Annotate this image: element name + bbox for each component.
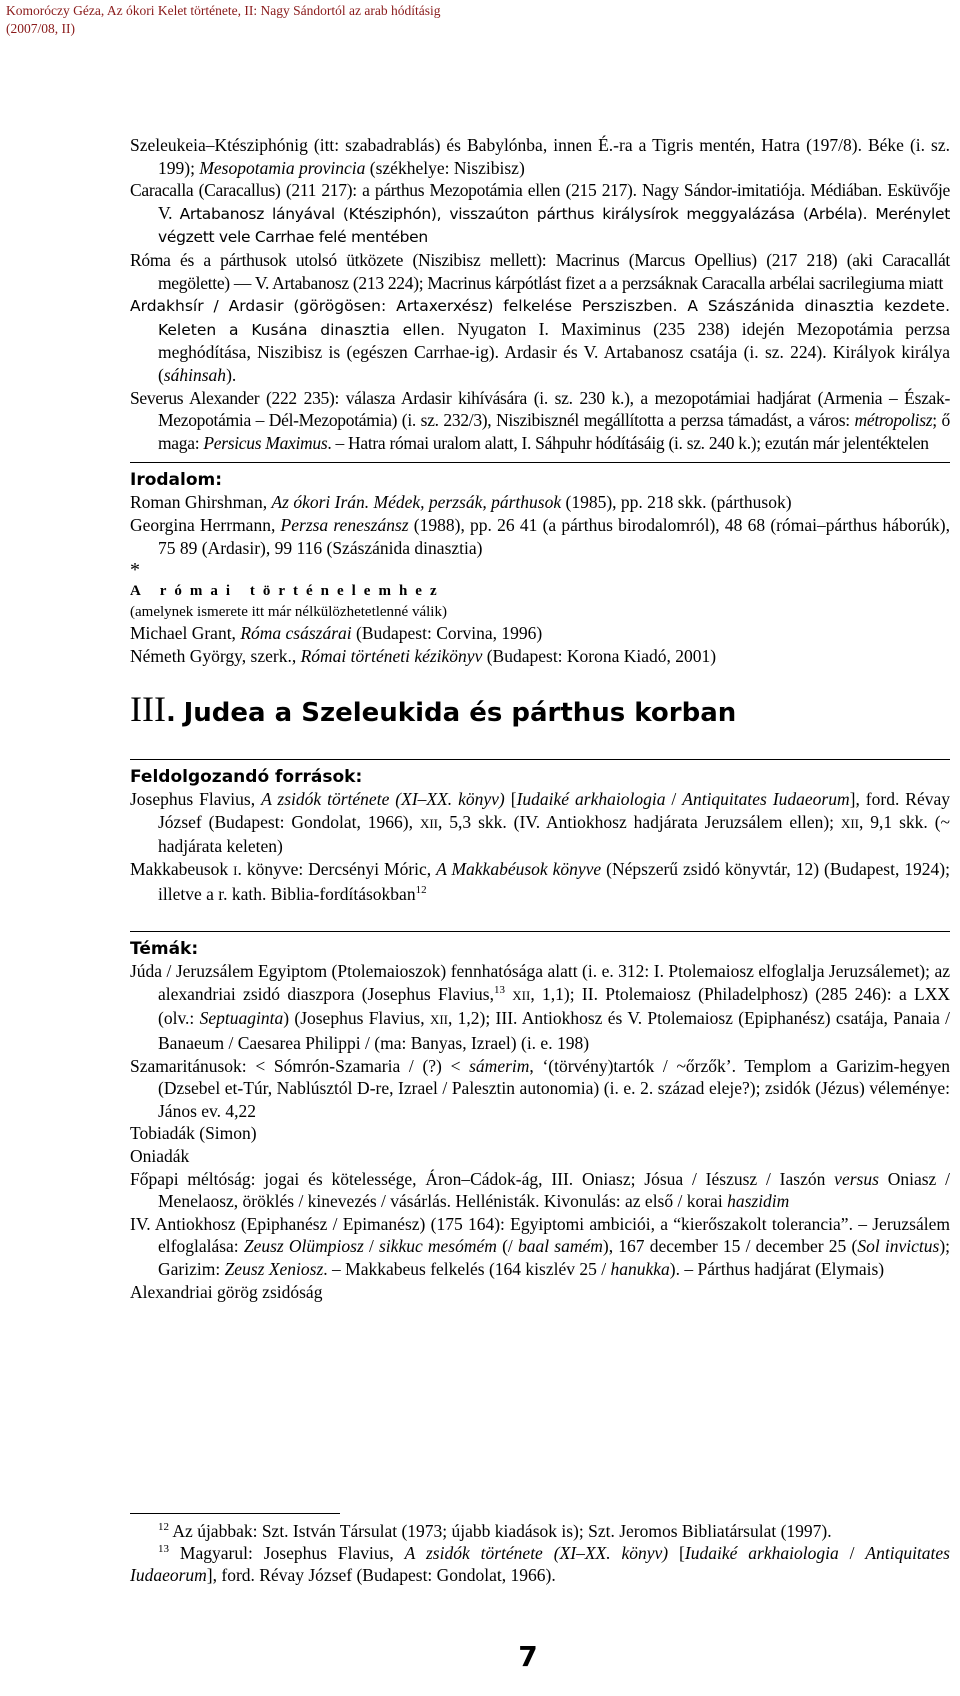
footnote-number: 12 [158, 1521, 169, 1534]
text-italic: Antiquitates Iudaeorum [130, 1543, 950, 1585]
text-italic: sáhinsah [163, 364, 227, 385]
running-head-line1: Komoróczy Géza, Az ókori Kelet története, II: Nagy Sándortól az arab hódításig [6, 3, 441, 18]
text: / [665, 789, 683, 810]
text: / [838, 1543, 866, 1563]
text: , 1,2); III. Antiokhosz és V. Ptolemaiosz (Epiphanész) csatája, Panaia / Banaeum / Caesarea Philippi / (ma: Banyas, Izrael) (i. e. 198) [158, 1008, 951, 1054]
text: Oniasz / Menelaosz, öröklés / kinevezés / vásárlás. Hellénisták. Kivonulás: az első / korai [158, 1168, 950, 1212]
topic-fopapi [130, 1168, 950, 1213]
text: . – Makkabeus felkelés (164 kiszlév 25 / [323, 1258, 611, 1279]
ref-nemeth [130, 645, 950, 668]
text: (1988), pp. 26 41 (a párthus birodalomról), 48 68 (római–párthus háborúk), 75 89 (Ardasir), 99 116 (Szászánida dinasztia) [158, 514, 950, 558]
text-italic: A Makkabéusok könyve [436, 859, 602, 880]
irodalom-heading: Irodalom: [130, 462, 950, 491]
text-italic: sámerim [469, 1055, 530, 1076]
text-italic: Róma császárai [240, 623, 352, 644]
temak-heading: Témák: [130, 931, 950, 960]
text: Szamaritánusok: < Sómrón-Szamaria / (?) < [130, 1055, 470, 1076]
text: (székhelye: Niszibisz) [365, 157, 525, 178]
text-smallcaps: XII [512, 987, 531, 1003]
footnote-ref-12[interactable]: 12 [415, 883, 427, 896]
text-italic: sikkuc mesómém [379, 1236, 497, 1257]
text: / [363, 1236, 379, 1257]
text-sans: Ardakhsír / Ardasir (görögösen: Artaxerxész) felkelése Persziszben. A Szászánida dinasztia kezdete. Keleten a Kusána dinasztia ellen. [130, 297, 950, 339]
text-sans: Artabanosz lányával (Ktésziphón), visszaúton párthus királysírok meggyalázása (Arbéla). Merénylet végzett vele Carrhae felé mentében [158, 204, 951, 247]
paragraph-ardakhsir [130, 294, 950, 386]
text: Makkabeusok [130, 859, 234, 880]
paragraph-roma-parthusok [130, 249, 950, 294]
text: Nyugaton I. Maximinus (235 238) idején Mezopotámia perzsa meghódítása, Niszibisz is (egészen Carrhae-ig). Ardasir és V. Artabanosz csatája (i. sz. 224). Királyok királya ( [158, 318, 950, 385]
text: IV. Antiokhosz (Epiphanész / Epimanész) (175 164): Egyiptomi ambiciói, a “kierőszakolt tolerancia”. – Jeruzsálem elfoglalása: [130, 1213, 950, 1257]
chapter-dot: . [165, 698, 176, 729]
text-italic: Iudaiké arkhaiologia [516, 789, 666, 810]
chapter-number: III [130, 689, 166, 730]
topic-tobiadak: Tobiadák (Simon) [130, 1123, 257, 1144]
ref-grant [130, 622, 950, 645]
text: Németh György, szerk., [130, 645, 301, 666]
text: Szeleukeia–Ktésziphónig (itt: szabadrablás) és Babylónba, innen É.-ra a Tigris mentén, Hatra (197/8). Béke (i. sz. 199); [130, 135, 950, 178]
text-italic: Persicus Maximus [203, 432, 328, 453]
text: (Népszerű zsidó könyvtár, 12) (Budapest, 1924); illetve a r. kath. Biblia-fordításokban [158, 859, 950, 904]
text-smallcaps: I [233, 863, 238, 879]
text-italic: Római történeti kézikönyv [300, 645, 483, 666]
text-italic: Perzsa reneszánsz [280, 514, 409, 535]
text-smallcaps: XII [840, 815, 860, 831]
text: ], ford. Révay József (Budapest: Gondolat, 1966). [206, 1565, 556, 1585]
footnote-rule [130, 1513, 340, 1514]
text: [ [668, 1543, 685, 1563]
text: , 1,1); II. Ptolemaiosz (Philadelphosz) (285 246): a LXX (olv.: [158, 983, 950, 1029]
page-number: 7 [518, 1640, 538, 1673]
text-italic: hanukka [610, 1258, 670, 1279]
separator-star: * [130, 559, 140, 582]
text-italic: A zsidók története (XI–XX. könyv) [261, 789, 505, 810]
text: ); Garizim: [158, 1236, 951, 1279]
footnote-ref-13[interactable]: 13 [493, 984, 505, 997]
text: Róma és a párthusok utolsó ütközete (Niszibisz mellett): Macrinus (Marcus Opellius) (217 218) (aki Caracallát megölette) — V. [130, 249, 950, 293]
text: ; ő maga: [158, 410, 950, 453]
topic-juda [130, 960, 950, 1054]
running-head [6, 2, 440, 38]
footnote-13 [130, 1542, 950, 1586]
text-smallcaps: XII [419, 815, 438, 831]
text: Roman Ghirshman, [130, 492, 272, 513]
footnote-number: 13 [158, 1543, 169, 1556]
text: ). – Párthus hadjárat (Elymais) [669, 1258, 885, 1279]
text-italic: Sol invictus [857, 1236, 940, 1257]
text: Michael Grant, [130, 623, 241, 644]
text: ) (Josephus Flavius, [283, 1008, 430, 1029]
text: Főpapi méltóság: jogai és kötelessége, Áron–Cádok-ág, III. Oniasz; Jósua / Iészusz / Iaszón [130, 1168, 835, 1189]
text-italic: baal samém [517, 1236, 603, 1257]
paragraph-szeleukeia [130, 134, 950, 179]
text: . könyve: Dercsényi Móric, [237, 859, 437, 880]
topic-szamaritanusok [130, 1055, 950, 1123]
text-italic: Mesopotamia provincia [199, 157, 366, 178]
text-italic: Antiquitates Iudaeorum [682, 789, 850, 810]
text: (1985), pp. 218 skk. (párthusok) [561, 492, 792, 513]
text-italic: versus [834, 1168, 879, 1189]
text: Az újabbak: Szt. István Társulat (1973; újabb kiadások is); Szt. Jeromos Bibliatársulat (1997). [169, 1521, 832, 1541]
source-josephus [130, 788, 950, 858]
ref-ghirshman [130, 491, 950, 514]
spaced-subheading: A római történelemhez [130, 583, 445, 600]
text-italic: Zeusz Xeniosz [224, 1258, 324, 1279]
topic-oniadak: Oniadák [130, 1146, 190, 1166]
text-italic: Iudaiké arkhaiologia [684, 1543, 839, 1563]
text-italic: Az ókori Irán. Médek, perzsák, párthusok [271, 492, 562, 513]
page-body [130, 134, 950, 1303]
chapter-title-text: Judea a Szeleukida és párthus korban [183, 698, 737, 729]
chapter-title [130, 689, 950, 733]
footnotes [130, 1513, 950, 1586]
text: . – Hatra római uralom alatt, I. Sáhpuhr hódításáig (i. sz. 240 k.); ezután már jelentéktelen [327, 432, 929, 453]
text-smallcaps: XII [429, 1012, 448, 1028]
text: (Budapest: Korona Kiadó, 2001) [482, 645, 717, 666]
text: Júda / Jeruzsálem Egyiptom (Ptolemaioszok) fennhatósága alatt (i. e. 312: I. Ptolemaiosz elfoglalja Jeruzsálemet); az alexandriai zsidó diaszpora (Josephus Flavius, [130, 961, 950, 1004]
footnote-12 [130, 1520, 950, 1542]
text: ). [226, 364, 237, 385]
paragraph-caracalla [130, 179, 950, 249]
ref-herrmann [130, 514, 950, 559]
text-italic: A zsidók története (XI–XX. könyv) [404, 1543, 669, 1563]
forrasok-heading: Feldolgozandó források: [130, 759, 950, 788]
text: Georgina Herrmann, [130, 514, 281, 535]
text-italic: métropolisz [854, 410, 933, 431]
text: (/ [496, 1236, 518, 1257]
topic-alexandriai: Alexandriai görög zsidóság [130, 1281, 323, 1302]
text: , 5,3 skk. (IV. Antiokhosz hadjárata Jeruzsálem ellen); [437, 811, 841, 832]
text: Magyarul: Josephus Flavius, [169, 1543, 405, 1563]
source-makkabeusok [130, 858, 950, 905]
running-head-line2: (2007/08, II) [6, 21, 75, 36]
text: ], ford. Révay József (Budapest: Gondolat, 1966), [158, 789, 951, 832]
paragraph-severus [130, 387, 950, 455]
text: , 9,1 skk. (~ hadjárata keleten) [158, 811, 950, 857]
text-italic: Zeusz Olümpiosz [243, 1236, 364, 1257]
text: Josephus Flavius, [130, 789, 262, 810]
subheading-note: (amelynek ismerete itt már nélkülözhetetlenné válik) [130, 604, 447, 621]
text-italic: Septuaginta [199, 1008, 284, 1029]
text: [ [504, 789, 517, 810]
text-italic: haszidim [727, 1191, 790, 1212]
text: (Budapest: Corvina, 1996) [351, 623, 543, 644]
text: Severus Alexander (222 235): válasza Ardasir kihívására (i. sz. 230 k.), a mezopotámiai hadjárat (Armenia – Észak-Mezopotámia – Dél-Mezopotámia) (i. sz. 232/3), Niszibisznél megállította a perzsa támadást, a város: [130, 387, 950, 431]
text: Caracalla (Caracallus) (211 217): a párthus Mezopotámia ellen (215 217). Nagy Sándor-imitatiója. Médiában. Esküvője V. [130, 180, 950, 223]
text: Artabanosz (213 224); Macrinus kárpótlást fizet a a perzsáknak Caracalla arbélai sacrilegiuma miatt [272, 272, 944, 293]
text: , ‘(törvény)tartók / ~őrzők’. Templom a Garizim-hegyen (Dzsebel et-Túr, Nablúsztól D-re, Izrael / Palesztin autonomia) (i. e. 2. század eleje?); zsidók (Jézus) véleménye: János ev. 4,22 [158, 1055, 950, 1121]
text: ), 167 december 15 / december 25 ( [602, 1236, 858, 1257]
topic-antiokhosz [130, 1213, 950, 1281]
